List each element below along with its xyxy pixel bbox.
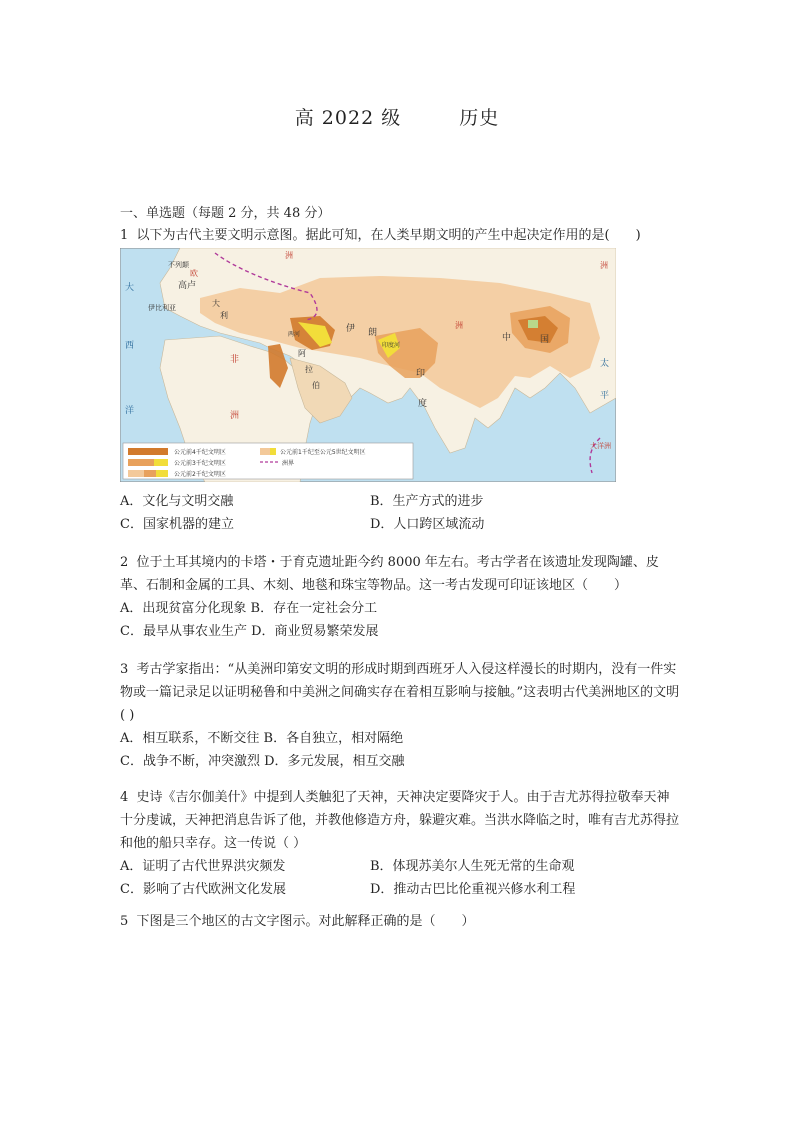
question-stem: 下图是三个地区的古文字图示。对此解释正确的是（ ） — [136, 914, 475, 929]
legend-item-2: 公元前3千纪文明区 — [174, 460, 226, 467]
map-label-italy2: 利 — [220, 311, 228, 320]
map-label-india2: 度 — [418, 399, 428, 409]
map-label-arabia3: 伯 — [312, 381, 320, 390]
question-stem: 考古学家指出：“从美洲印第安文明的形成时期到西班牙人入侵这样漫长的时期内，没有一件实物或一篇记录足以证明秘鲁和中美洲之间确实存在着相互影响与接触。”这表明古代美洲地区的文明( ) — [120, 662, 680, 723]
map-label-atlantic3: 洋 — [125, 406, 135, 416]
question-number: 5 — [120, 914, 129, 929]
page-title — [0, 103, 794, 130]
question-1 — [120, 224, 680, 247]
option-b[interactable]: B．体现苏美尔人生死无常的生命观 — [370, 859, 575, 874]
map-label-africa1: 非 — [230, 355, 240, 365]
option-ab[interactable]: A．出现贫富分化现象 B．存在一定社会分工 — [120, 601, 378, 616]
option-cd[interactable]: C．战争不断，冲突激烈 D．多元发展，相互交融 — [120, 754, 405, 769]
map-label-atlantic1: 大 — [125, 283, 135, 293]
legend-item-3: 公元前2千纪文明区 — [174, 471, 226, 478]
question-3 — [120, 658, 680, 773]
map-label-asia: 洲 — [600, 261, 608, 270]
question-4 — [120, 786, 680, 901]
map-label-pacific1: 太 — [600, 359, 610, 369]
civilization-map — [120, 248, 616, 482]
map-label-india1: 印 — [416, 369, 426, 379]
question-number: 3 — [120, 662, 129, 677]
map-label-oceania: 大洋洲 — [590, 442, 611, 450]
question-stem: 位于土耳其境内的卡塔・于育克遗址距今约 8000 年左右。考古学者在该遗址发现陶罐、皮革、石制和金属的工具、木刻、地毯和珠宝等物品。这一考古发现可印证该地区（ ） — [120, 555, 659, 593]
map-label-china1: 中 — [502, 333, 512, 343]
map-label-pacific2: 平 — [600, 391, 610, 401]
map-label-china2: 国 — [540, 335, 550, 345]
option-d[interactable]: D．推动古巴比伦重视兴修水利工程 — [370, 882, 576, 897]
map-label-indus: 印度河 — [382, 342, 401, 349]
map-label-africa2: 洲 — [230, 411, 240, 421]
map-label-iberia: 伊比利亚 — [148, 304, 176, 312]
option-c[interactable]: C．影响了古代欧洲文化发展 — [120, 882, 286, 897]
question-5 — [120, 910, 680, 933]
option-a[interactable]: A．文化与文明交融 — [120, 494, 234, 509]
question-1-options — [120, 490, 680, 536]
option-c[interactable]: C．国家机器的建立 — [120, 517, 234, 532]
option-ab[interactable]: A．相互联系，不断交往 B．各自独立，相对隔绝 — [120, 731, 404, 746]
map-label-arabia2: 拉 — [305, 365, 313, 374]
question-2 — [120, 551, 680, 643]
map-label-arabia1: 阿 — [298, 349, 306, 358]
map-label-iran1: 伊 — [346, 324, 356, 334]
legend-item-5: 洲界 — [282, 460, 295, 467]
map-label-gaul: 高卢 — [178, 281, 197, 291]
map-label-mesopotamia: 两河 — [288, 331, 301, 338]
map-label-europe2: 洲 — [285, 251, 293, 260]
option-b[interactable]: B．生产方式的进步 — [370, 494, 484, 509]
map-label-europe: 欧 — [190, 269, 198, 278]
option-a[interactable]: A．证明了古代世界洪灾频发 — [120, 859, 286, 874]
question-stem: 史诗《吉尔伽美什》中提到人类触犯了天神，天神决定要降灾于人。由于吉尤苏得拉敬奉天神十分虔诚，天神把消息告诉了他，并教他修造方舟，躲避灾难。当洪水降临之时，唯有吉尤苏得拉和他的船只幸存。这一传说（ ） — [120, 790, 680, 851]
map-label-atlantic2: 西 — [125, 341, 135, 351]
map-label-iran2: 朗 — [368, 328, 378, 338]
question-number: 2 — [120, 555, 129, 570]
map-label-britain: 不列颠 — [168, 261, 189, 269]
grade-label: 高 2022 级 — [294, 107, 402, 129]
map-label-italy: 大 — [212, 299, 220, 308]
legend-item-1: 公元前4千纪文明区 — [174, 449, 226, 456]
question-number: 4 — [120, 790, 129, 805]
question-stem: 以下为古代主要文明示意图。据此可知，在人类早期文明的产生中起决定作用的是( ) — [136, 228, 641, 243]
map-label-asia1: 洲 — [455, 321, 463, 330]
section-title: 一、单选题（每题 2 分，共 48 分） — [120, 206, 331, 221]
question-number: 1 — [120, 228, 129, 243]
option-d[interactable]: D．人口跨区域流动 — [370, 517, 485, 532]
legend-item-4: 公元前1千纪至公元5世纪文明区 — [280, 449, 366, 456]
option-cd[interactable]: C．最早从事农业生产 D．商业贸易繁荣发展 — [120, 624, 379, 639]
subject-label: 历史 — [459, 107, 500, 129]
